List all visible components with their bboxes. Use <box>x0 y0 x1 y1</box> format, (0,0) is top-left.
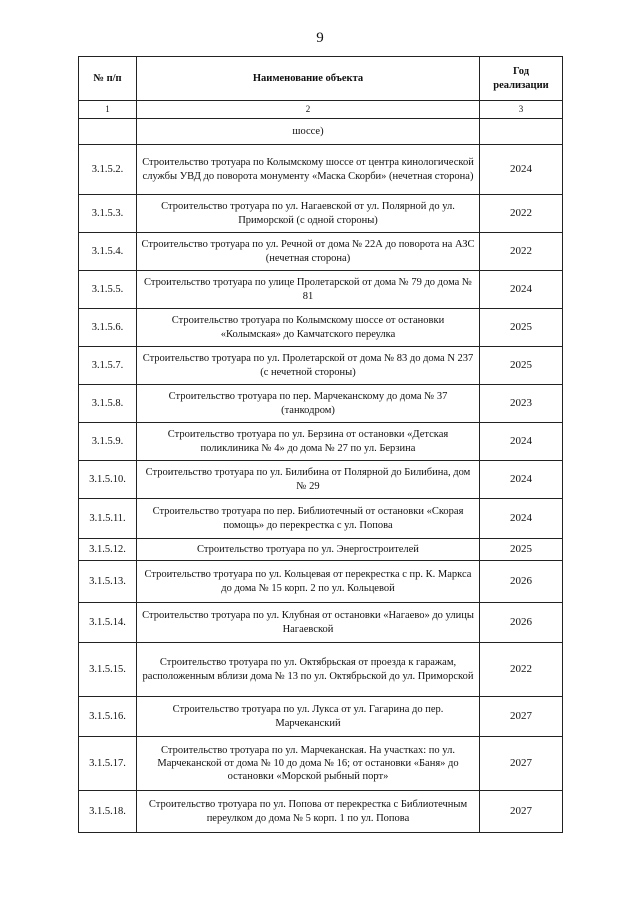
row-number: 3.1.5.5. <box>79 271 137 309</box>
column-number: 3 <box>480 101 563 119</box>
column-number: 1 <box>79 101 137 119</box>
table-row <box>79 347 563 385</box>
row-name: Строительство тротуара по ул. Кольцевая от перекрестка с пр. К. Маркса до дома № 15 корп. 2 по ул. Кольцевой <box>137 561 480 603</box>
table-row <box>79 499 563 539</box>
row-number: 3.1.5.6. <box>79 309 137 347</box>
table-row <box>79 423 563 461</box>
table-row <box>79 309 563 347</box>
row-name: Строительство тротуара по ул. Клубная от остановки «Нагаево» до улицы Нагаевской <box>137 603 480 643</box>
table-row <box>79 603 563 643</box>
page-number: 9 <box>316 30 324 46</box>
row-name: Строительство тротуара по ул. Речной от дома № 22А до поворота на АЗС (нечетная сторона) <box>137 233 480 271</box>
row-year: 2024 <box>480 499 563 539</box>
table-row <box>79 145 563 195</box>
row-year: 2024 <box>480 423 563 461</box>
table-row <box>79 539 563 561</box>
table-row <box>79 385 563 423</box>
row-name: Строительство тротуара по ул. Пролетарской от дома № 83 до дома N 237 (с нечетной стороны) <box>137 347 480 385</box>
row-year: 2026 <box>480 561 563 603</box>
row-year: 2025 <box>480 347 563 385</box>
row-name: Строительство тротуара по улице Пролетарской от дома № 79 до дома № 81 <box>137 271 480 309</box>
row-name: Строительство тротуара по пер. Библиотечный от остановки «Скорая помощь» до перекрестка с ул. Попова <box>137 499 480 539</box>
header-num: № п/п <box>79 57 137 101</box>
row-name: Строительство тротуара по ул. Берзина от остановки «Детская поликлиника № 4» до дома № 27 по ул. Берзина <box>137 423 480 461</box>
row-name: Строительство тротуара по ул. Билибина от Полярной до Билибина, дом № 29 <box>137 461 480 499</box>
row-number: 3.1.5.10. <box>79 461 137 499</box>
row-year: 2024 <box>480 145 563 195</box>
row-number: 3.1.5.15. <box>79 643 137 697</box>
row-number: 3.1.5.17. <box>79 737 137 791</box>
header-year: Год реализации <box>480 57 563 101</box>
row-number: 3.1.5.11. <box>79 499 137 539</box>
row-year: 2027 <box>480 737 563 791</box>
table-row <box>79 643 563 697</box>
row-name: Строительство тротуара по ул. Энергостроителей <box>137 539 480 561</box>
table-row <box>79 461 563 499</box>
row-year: 2025 <box>480 309 563 347</box>
row-number: 3.1.5.4. <box>79 233 137 271</box>
row-number: 3.1.5.3. <box>79 195 137 233</box>
row-year: 2025 <box>480 539 563 561</box>
row-number: 3.1.5.12. <box>79 539 137 561</box>
column-number-row <box>79 101 563 119</box>
table-row <box>79 119 563 145</box>
row-number: 3.1.5.13. <box>79 561 137 603</box>
row-number <box>79 119 137 145</box>
row-year: 2024 <box>480 271 563 309</box>
row-name: Строительство тротуара по ул. Октябрьская от проезда к гаражам, расположенным вблизи дома № 13 по ул. Октябрьской до ул. Приморской <box>137 643 480 697</box>
row-year: 2022 <box>480 233 563 271</box>
column-number: 2 <box>137 101 480 119</box>
row-number: 3.1.5.8. <box>79 385 137 423</box>
row-name: Строительство тротуара по ул. Лукса от ул. Гагарина до пер. Марчеканский <box>137 697 480 737</box>
table-header-row <box>79 57 563 101</box>
row-year <box>480 119 563 145</box>
row-name: шоссе) <box>137 119 480 145</box>
objects-table <box>78 56 563 833</box>
row-year: 2024 <box>480 461 563 499</box>
row-number: 3.1.5.16. <box>79 697 137 737</box>
table-row <box>79 195 563 233</box>
row-name: Строительство тротуара по Колымскому шоссе от центра кинологической службы УВД до поворота монументу «Маска Скорби» (нечетная сторона) <box>137 145 480 195</box>
row-number: 3.1.5.14. <box>79 603 137 643</box>
table-row <box>79 233 563 271</box>
row-name: Строительство тротуара по ул. Нагаевской от ул. Полярной до ул. Приморской (с одной стороны) <box>137 195 480 233</box>
row-name: Строительство тротуара по Колымскому шоссе от остановки «Колымская» до Камчатского переулка <box>137 309 480 347</box>
table-row <box>79 561 563 603</box>
row-year: 2026 <box>480 603 563 643</box>
row-name: Строительство тротуара по ул. Попова от перекрестка с Библиотечным переулком до дома № 5 корп. 1 по ул. Попова <box>137 791 480 833</box>
row-year: 2022 <box>480 195 563 233</box>
row-year: 2022 <box>480 643 563 697</box>
table-row <box>79 697 563 737</box>
row-name: Строительство тротуара по ул. Марчеканская. На участках: по ул. Марчеканской от дома № 10 до дома № 16; от остановки «Баня» до остановки «Морской рыбный порт» <box>137 737 480 791</box>
row-name: Строительство тротуара по пер. Марчеканскому до дома № 37 (танкодром) <box>137 385 480 423</box>
row-number: 3.1.5.7. <box>79 347 137 385</box>
row-year: 2027 <box>480 697 563 737</box>
row-number: 3.1.5.2. <box>79 145 137 195</box>
table-row <box>79 271 563 309</box>
header-name: Наименование объекта <box>137 57 480 101</box>
row-number: 3.1.5.9. <box>79 423 137 461</box>
row-number: 3.1.5.18. <box>79 791 137 833</box>
table-row <box>79 791 563 833</box>
table-row <box>79 737 563 791</box>
row-year: 2023 <box>480 385 563 423</box>
row-year: 2027 <box>480 791 563 833</box>
